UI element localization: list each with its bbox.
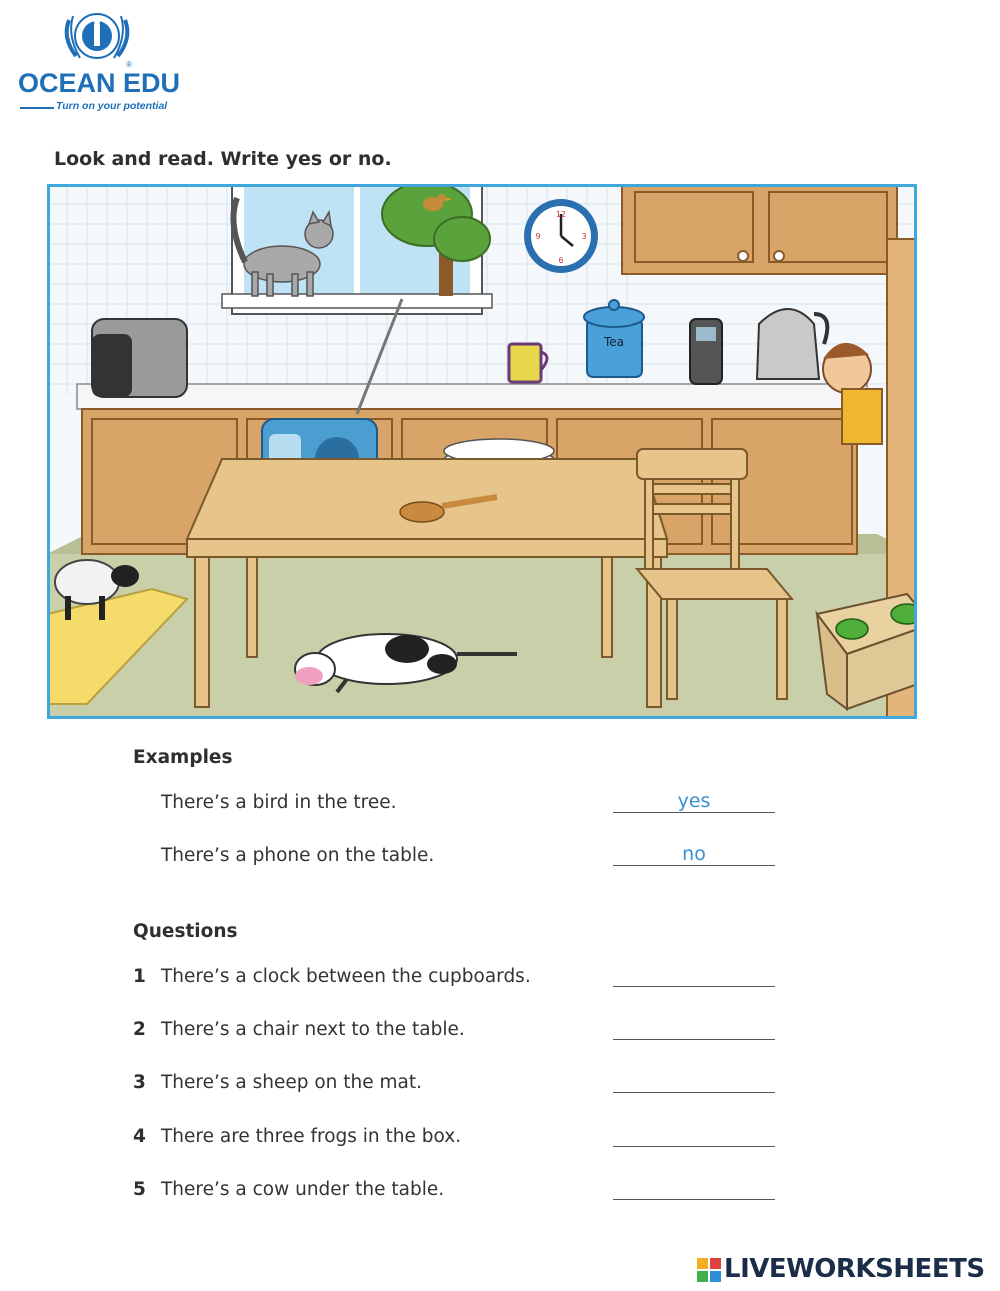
logo-registered-mark: ® [126,60,132,69]
logo-tagline: Turn on your potential [56,100,168,112]
mobile-phone-icon [690,319,722,384]
question-number: 3 [133,1072,146,1093]
ocean-edu-logo [18,8,188,118]
question-number: 2 [133,1019,146,1040]
question-row-1 [133,966,793,996]
question-row-4 [133,1126,793,1156]
instruction-heading: Look and read. Write yes or no. [54,148,392,170]
examples-heading: Examples [133,747,233,768]
toaster-icon [92,319,187,397]
question-sentence: There are three frogs in the box. [161,1126,462,1147]
example-answer: no [682,843,706,865]
logo-brand-text: OCEAN EDU [18,68,181,98]
example-sentence: There’s a phone on the table. [161,845,435,866]
clock-numeral-6: 6 [558,256,564,265]
mug-icon [509,344,547,382]
liveworksheets-text: LIVEWORKSHEETS [724,1254,985,1284]
question-sentence: There’s a sheep on the mat. [161,1072,423,1093]
example-row-1 [133,792,793,822]
question-number: 5 [133,1179,146,1200]
example-sentence: There’s a bird in the tree. [161,792,397,813]
question-number: 1 [133,966,146,987]
question-sentence: There’s a clock between the cupboards. [161,966,531,987]
un-emblem-icon [42,8,152,68]
example-answer: yes [677,790,711,812]
answer-input-2[interactable] [613,1039,775,1040]
question-sentence: There’s a chair next to the table. [161,1019,465,1040]
answer-input-4[interactable] [613,1146,775,1147]
kitchen-scene-illustration [47,184,917,719]
question-row-3 [133,1072,793,1102]
answer-input-5[interactable] [613,1199,775,1200]
example-row-2 [133,845,793,875]
clock-numeral-3: 3 [581,232,587,241]
example-answer-line [613,790,775,813]
answer-input-1[interactable] [613,986,775,987]
question-row-5 [133,1179,793,1209]
tea-label: Tea [603,335,625,349]
wall-clock [524,199,598,273]
question-row-2 [133,1019,793,1049]
question-number: 4 [133,1126,146,1147]
tea-caddy [584,300,644,377]
answer-input-3[interactable] [613,1092,775,1093]
clock-numeral-12: 12 [555,210,567,219]
liveworksheets-blocks-icon [697,1258,721,1282]
questions-heading: Questions [133,921,238,942]
liveworksheets-logo [697,1254,997,1288]
question-sentence: There’s a cow under the table. [161,1179,445,1200]
example-answer-line [613,843,775,866]
logo-underline [20,107,54,109]
upper-cupboards [622,184,897,274]
clock-numeral-9: 9 [535,232,541,241]
